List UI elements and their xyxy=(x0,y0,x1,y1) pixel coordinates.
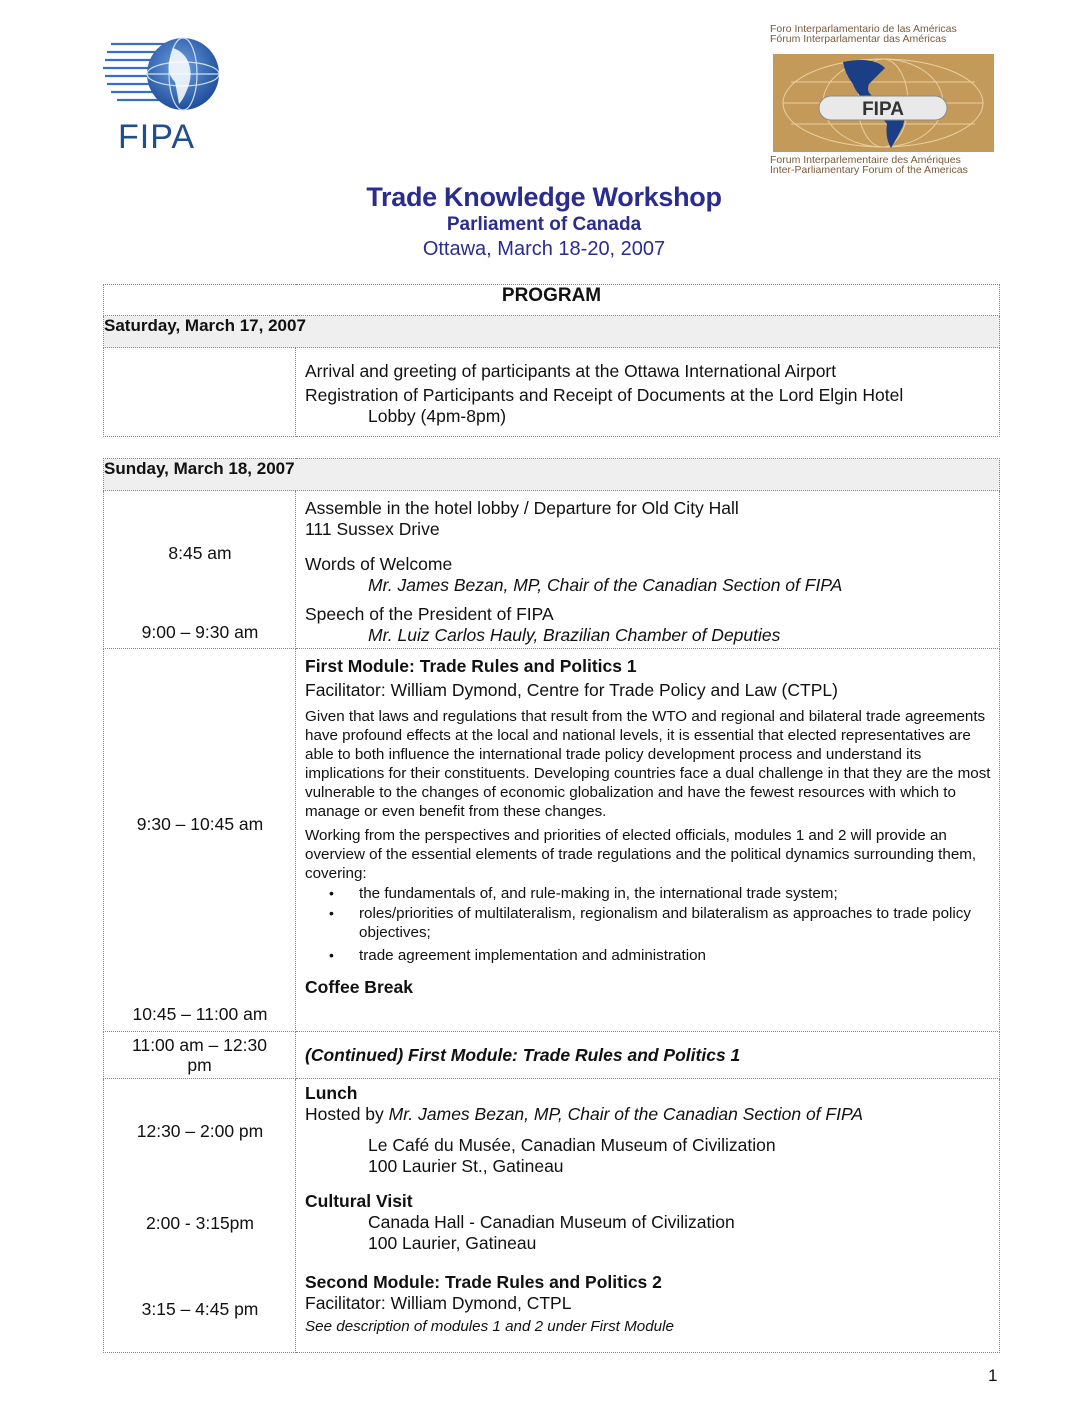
fipa-logo-text: FIPA xyxy=(118,118,196,156)
logo-line-portuguese: Fórum Interparlamentar das Américas xyxy=(770,33,947,45)
time-1515: 3:15 – 4:45 pm xyxy=(141,1299,259,1319)
time-cell xyxy=(104,1079,296,1353)
saturday-content xyxy=(296,348,1000,437)
continued-module-title: (Continued) First Module: Trade Rules and Politics 1 xyxy=(305,1044,741,1065)
logo-line-french: Forum Interparlementaire des Amériques xyxy=(770,154,961,166)
time-cell-empty xyxy=(104,348,296,437)
lunch-title: Lunch xyxy=(305,1083,358,1103)
assemble-address: 111 Sussex Drive xyxy=(305,519,440,539)
document-title: Trade Knowledge Workshop xyxy=(366,182,722,212)
session-afternoon xyxy=(296,1079,1000,1353)
day-header-sunday: Sunday, March 18, 2007 xyxy=(104,459,1000,491)
first-module-paragraph-1: Given that laws and regulations that result from the WTO and regional and bilateral trade agreements have profound effects at the local and national levels, it is essential that elected representatives are able to both influence the international trade policy development process and understand its implications for their constituents. Developing countries face a dual challenge in that they are the most vulnerable to the changes of economic globalization and have the fewest resources with which to manage or even benefit from these changes. xyxy=(305,708,991,820)
welcome-speaker xyxy=(296,575,999,596)
lunch-address: 100 Laurier St., Gatineau xyxy=(368,1156,564,1176)
title-block xyxy=(0,182,1088,261)
document-subtitle: Parliament of Canada xyxy=(446,214,642,235)
topic-item: • the fundamentals of, and rule-making in, the international trade system; xyxy=(359,884,999,903)
time-cell xyxy=(104,491,296,649)
coffee-break-title: Coffee Break xyxy=(305,977,413,997)
arrival-line: Arrival and greeting of participants at the Ottawa International Airport xyxy=(305,361,837,381)
logo-center-text: FIPA xyxy=(862,99,904,120)
program-heading: PROGRAM xyxy=(104,285,1000,316)
time-cell xyxy=(104,649,296,1032)
first-module-title: First Module: Trade Rules and Politics 1 xyxy=(305,656,637,676)
lunch-venue: Le Café du Musée, Canadian Museum of Civilization xyxy=(368,1135,776,1155)
president-speech-title: Speech of the President of FIPA xyxy=(305,604,554,624)
day-header-saturday: Saturday, March 17, 2007 xyxy=(104,316,1000,348)
welcome-speaker-name: Mr. James Bezan, MP xyxy=(368,575,538,595)
first-module-topics xyxy=(296,884,999,965)
lunch-host-name: Mr. James Bezan, MP, Chair of the Canadian Section of FIPA xyxy=(388,1104,864,1124)
first-module-facilitator: Facilitator: William Dymond, Centre for Trade Policy and Law (CTPL) xyxy=(305,680,838,700)
americas-map-icon xyxy=(773,54,994,152)
first-module-paragraph-2: Working from the perspectives and priorities of elected officials, modules 1 and 2 will provide an overview of the essential elements of trade regulations and the political dynamics surrounding them, covering: xyxy=(305,827,977,882)
second-module-facilitator: Facilitator: William Dymond, CTPL xyxy=(305,1293,572,1313)
cultural-visit-address: 100 Laurier, Gatineau xyxy=(368,1233,537,1253)
second-module-title: Second Module: Trade Rules and Politics 2 xyxy=(305,1272,662,1292)
logo-line-english: Inter-Parliamentary Forum of the Americas xyxy=(770,164,968,176)
time-1400: 2:00 - 3:15pm xyxy=(146,1213,254,1233)
president-speaker: Mr. Luiz Carlos Hauly, Brazilian Chamber of Deputies xyxy=(368,625,781,645)
topic-item: • roles/priorities of multilateralism, regionalism and bilateralism as approaches to trade policy objectives; xyxy=(359,904,999,942)
globe-icon xyxy=(103,30,228,125)
fipa-americas-logo xyxy=(770,23,996,176)
session-welcome xyxy=(296,491,1000,649)
program-table-sunday xyxy=(103,458,1000,1353)
time-1230: 12:30 – 2:00 pm xyxy=(136,1121,264,1141)
lunch-host-prefix: Hosted by xyxy=(305,1104,389,1124)
lunch-host xyxy=(296,1104,999,1125)
welcome-title: Words of Welcome xyxy=(305,554,453,574)
cultural-visit-venue: Canada Hall - Canadian Museum of Civilization xyxy=(368,1212,735,1232)
session-continued xyxy=(296,1032,1000,1079)
welcome-speaker-role: , Chair of the Canadian Section of FIPA xyxy=(537,575,843,595)
registration-location: Lobby (4pm-8pm) xyxy=(368,406,507,426)
assemble-line: Assemble in the hotel lobby / Departure for Old City Hall xyxy=(305,498,739,518)
session-first-module xyxy=(296,649,1000,1032)
time-0900: 9:00 – 9:30 am xyxy=(141,622,259,642)
program-table-saturday xyxy=(103,284,1000,437)
second-module-note: See description of modules 1 and 2 under First Module xyxy=(305,1318,674,1335)
topic-item: • trade agreement implementation and administration xyxy=(359,946,999,965)
cultural-visit-title: Cultural Visit xyxy=(305,1191,413,1211)
time-0930: 9:30 – 10:45 am xyxy=(136,814,264,834)
time-1100: 11:00 am – 12:30 pm xyxy=(132,1035,267,1075)
time-0845: 8:45 am xyxy=(168,543,232,563)
time-1045: 10:45 – 11:00 am xyxy=(132,1004,268,1024)
page-number: 1 xyxy=(988,1366,998,1385)
document-dateline: Ottawa, March 18-20, 2007 xyxy=(422,238,666,260)
logo-line-spanish: Foro Interparlamentario de las Américas xyxy=(770,23,957,35)
time-cell xyxy=(104,1032,296,1079)
registration-line: Registration of Participants and Receipt of Documents at the Lord Elgin Hotel xyxy=(305,385,904,405)
